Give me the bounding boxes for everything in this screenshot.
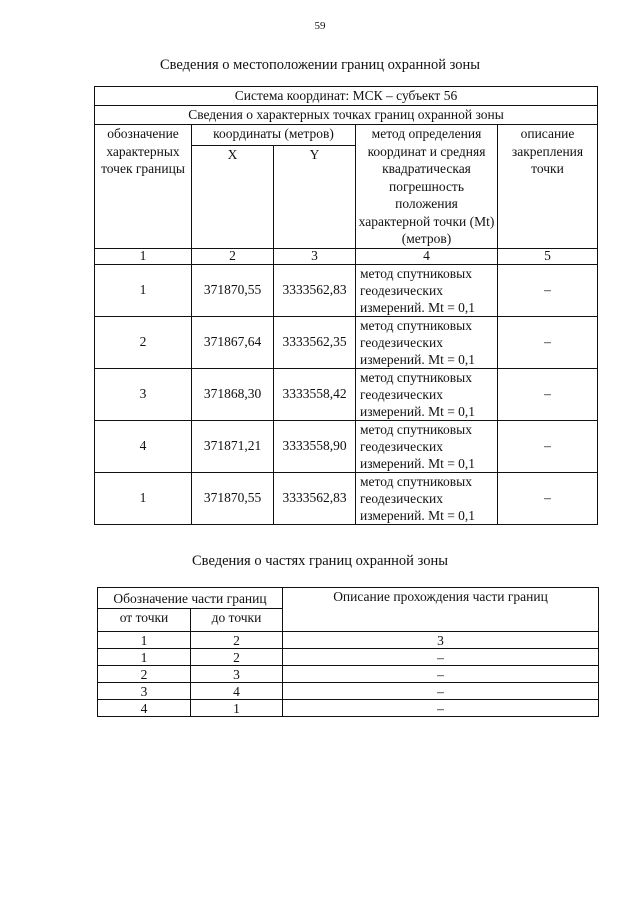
- table-row: [98, 683, 599, 700]
- to-cell: 2: [191, 649, 283, 666]
- from-cell: 1: [98, 632, 191, 649]
- y-cell: 3333562,35: [274, 316, 356, 368]
- header-coords: координаты (метров): [192, 125, 356, 146]
- table-subtitle-cell: Сведения о характерных точках границ охранной зоны: [95, 106, 598, 125]
- x-cell: 371867,64: [192, 316, 274, 368]
- part-description-cell: –: [283, 649, 599, 666]
- table-row: [95, 420, 598, 472]
- column-number: 5: [498, 248, 598, 264]
- part-description-cell: –: [283, 700, 599, 717]
- header-part-description: Описание прохождения части границ: [283, 588, 599, 632]
- column-number: 3: [274, 248, 356, 264]
- description-cell: –: [498, 368, 598, 420]
- y-cell: 3333562,83: [274, 472, 356, 524]
- to-cell: 4: [191, 683, 283, 700]
- description-cell: –: [498, 316, 598, 368]
- part-description-cell: –: [283, 666, 599, 683]
- to-cell: 2: [191, 632, 283, 649]
- x-cell: 371871,21: [192, 420, 274, 472]
- part-description-cell: 3: [283, 632, 599, 649]
- table-row: [98, 700, 599, 717]
- point-cell: 2: [95, 316, 192, 368]
- y-cell: 3333558,90: [274, 420, 356, 472]
- header-x: X: [192, 146, 274, 248]
- page-number: 59: [314, 20, 326, 32]
- from-cell: 4: [98, 700, 191, 717]
- method-cell: метод спутниковых геодезических измерений. Mt = 0,1: [356, 368, 498, 420]
- x-cell: 371870,55: [192, 472, 274, 524]
- method-cell: метод спутниковых геодезических измерений. Mt = 0,1: [356, 316, 498, 368]
- column-number: 2: [192, 248, 274, 264]
- from-cell: 3: [98, 683, 191, 700]
- header-method: метод определения координат и средняя квадратическая погрешность положения характерной точки (Mt) (метров): [356, 125, 498, 249]
- section2-title: Сведения о частях границ охранной зоны: [192, 553, 448, 569]
- header-from-point: от точки: [98, 609, 191, 632]
- to-cell: 3: [191, 666, 283, 683]
- table-row: [98, 632, 599, 649]
- header-y: Y: [274, 146, 356, 248]
- description-cell: –: [498, 420, 598, 472]
- x-cell: 371868,30: [192, 368, 274, 420]
- header-to-point: до точки: [191, 609, 283, 632]
- point-cell: 1: [95, 472, 192, 524]
- table-row: [95, 316, 598, 368]
- header-designation: обозначение характерных точек границы: [95, 125, 192, 249]
- y-cell: 3333562,83: [274, 264, 356, 316]
- method-cell: метод спутниковых геодезических измерений. Mt = 0,1: [356, 420, 498, 472]
- description-cell: –: [498, 472, 598, 524]
- from-cell: 2: [98, 666, 191, 683]
- point-cell: 1: [95, 264, 192, 316]
- method-cell: метод спутниковых геодезических измерений. Mt = 0,1: [356, 472, 498, 524]
- table-row: [95, 368, 598, 420]
- table-row: [98, 649, 599, 666]
- section1-title: Сведения о местоположении границ охранной зоны: [159, 57, 480, 73]
- part-description-cell: –: [283, 683, 599, 700]
- coord-system-cell: Система координат: МСК – субъект 56: [95, 87, 598, 106]
- column-number: 4: [356, 248, 498, 264]
- y-cell: 3333558,42: [274, 368, 356, 420]
- header-description: описание закрепления точки: [498, 125, 598, 249]
- table-row: [98, 666, 599, 683]
- point-cell: 3: [95, 368, 192, 420]
- column-number: 1: [95, 248, 192, 264]
- table-row: [95, 472, 598, 524]
- point-cell: 4: [95, 420, 192, 472]
- from-cell: 1: [98, 649, 191, 666]
- header-part-designation: Обозначение части границ: [98, 588, 283, 609]
- x-cell: 371870,55: [192, 264, 274, 316]
- to-cell: 1: [191, 700, 283, 717]
- table-row: [95, 264, 598, 316]
- method-cell: метод спутниковых геодезических измерений. Mt = 0,1: [356, 264, 498, 316]
- description-cell: –: [498, 264, 598, 316]
- boundary-points-table: [94, 86, 598, 525]
- boundary-parts-table: [97, 587, 599, 717]
